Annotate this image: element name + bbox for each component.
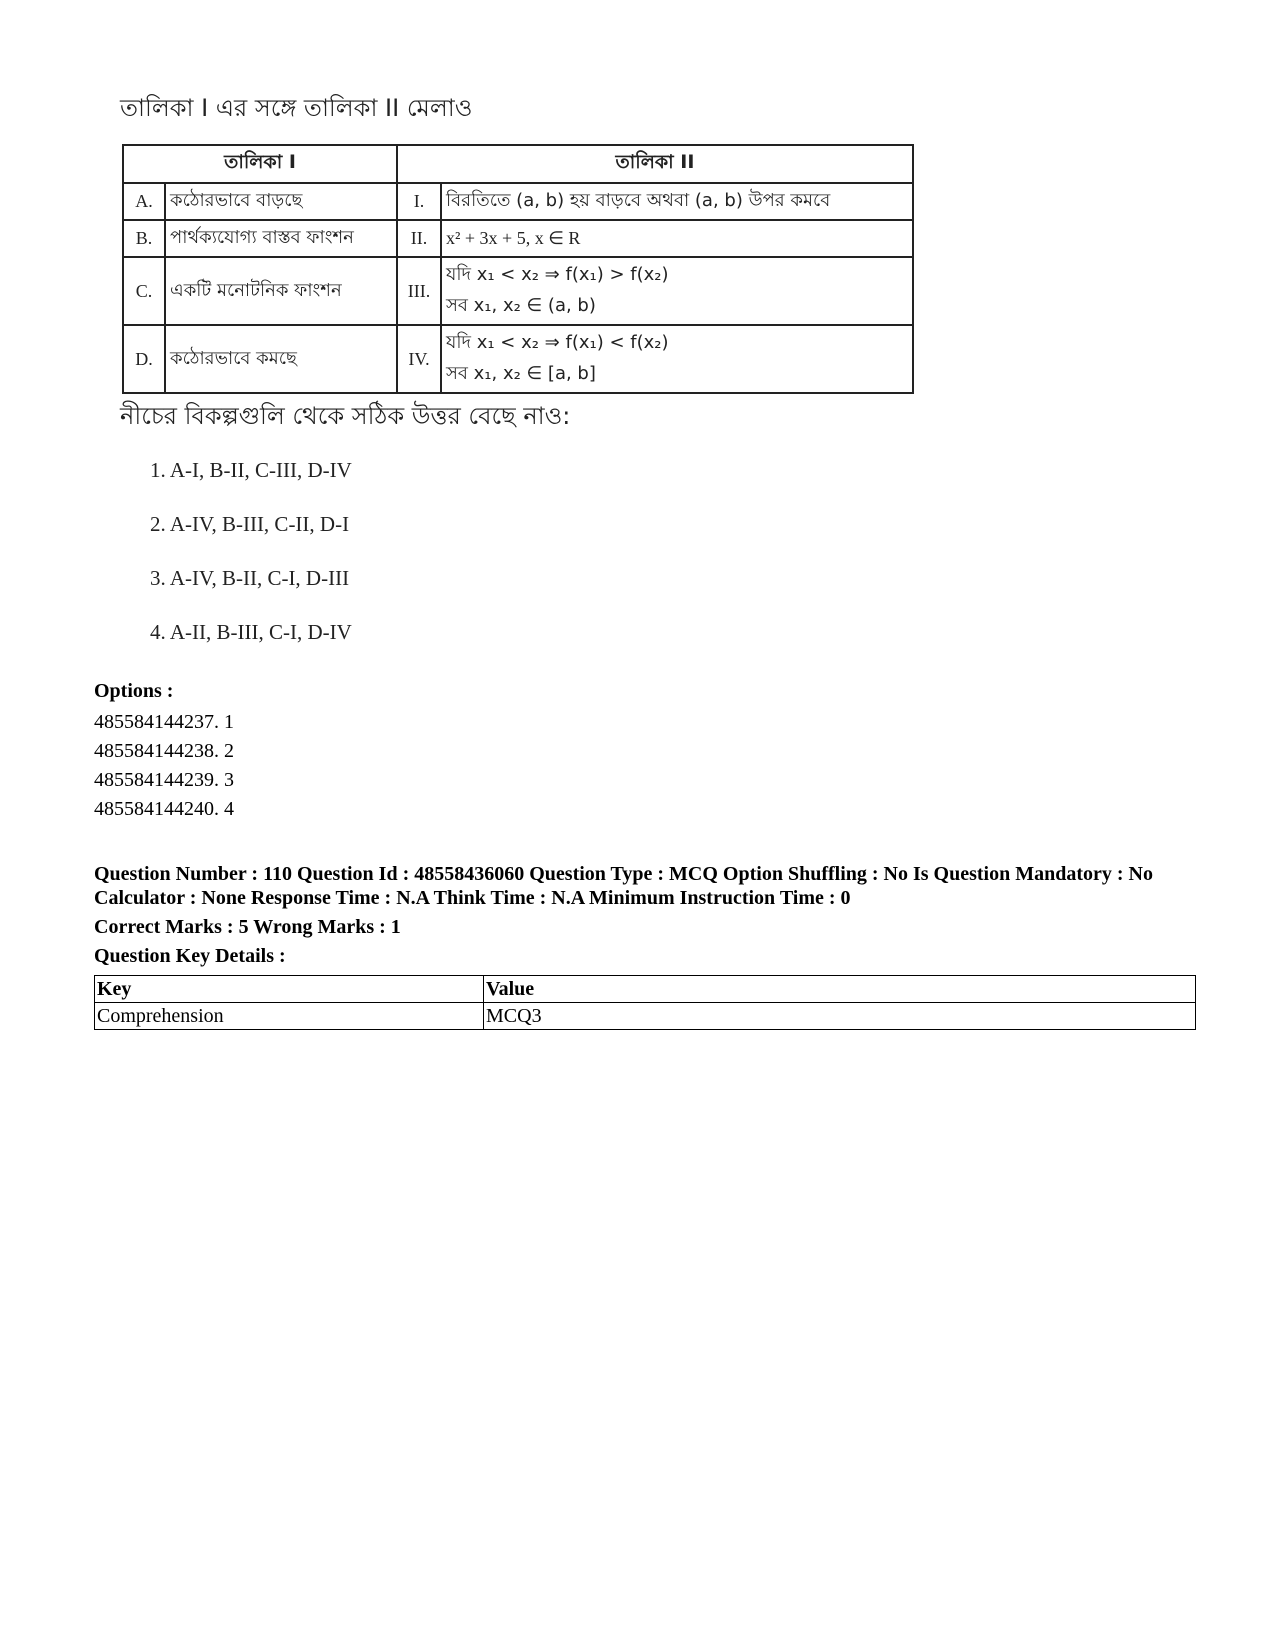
row-match: বিরতিতে (a, b) হয় বাড়বে অথবা (a, b) উপর কমবে [441, 183, 913, 220]
row-label: D. [123, 325, 165, 393]
row-match: x² + 3x + 5, x ∈ R [441, 220, 913, 257]
match-table [122, 144, 914, 394]
row-match: যদি x₁ < x₂ ⇒ f(x₁) > f(x₂) [446, 264, 669, 285]
value-header: Value [484, 976, 1196, 1003]
row-label: B. [123, 220, 165, 257]
row-label: A. [123, 183, 165, 220]
key-details-heading: Question Key Details : [94, 945, 286, 967]
row-match-domain: সব x₁, x₂ ∈ [a, b] [446, 363, 596, 384]
options-heading: Options : [94, 680, 174, 702]
table-row [123, 257, 913, 325]
row-num: IV. [397, 325, 441, 393]
question-instruction: নীচের বিকল্পগুলি থেকে সঠিক উত্তর বেছে নাও: [120, 402, 571, 430]
row-num: II. [397, 220, 441, 257]
row-item: কঠোরভাবে কমছে [165, 325, 397, 393]
row-match-domain: সব x₁, x₂ ∈ (a, b) [446, 295, 596, 316]
match-table-header [123, 145, 913, 183]
choice-item: 1. A-I, B-II, C-III, D-IV [150, 458, 352, 482]
choice-item: 2. A-IV, B-III, C-II, D-I [150, 512, 350, 536]
row-match-cell [441, 257, 913, 325]
header-list-2: তালিকা II [397, 145, 913, 183]
choice-item: 4. A-II, B-III, C-I, D-IV [150, 620, 352, 644]
options-list [94, 708, 234, 824]
row-item: পার্থক্যযোগ্য বাস্তব ফাংশন [165, 220, 397, 257]
answer-choices [150, 458, 352, 674]
row-label: C. [123, 257, 165, 325]
row-item: কঠোরভাবে বাড়ছে [165, 183, 397, 220]
table-row [123, 325, 913, 393]
table-row [123, 220, 913, 257]
row-match: যদি x₁ < x₂ ⇒ f(x₁) < f(x₂) [446, 332, 669, 353]
key-header: Key [95, 976, 484, 1003]
option-item: 485584144240. 4 [94, 798, 234, 820]
option-item: 485584144237. 1 [94, 711, 234, 733]
table-row [123, 183, 913, 220]
key-table [94, 975, 1196, 1030]
option-item: 485584144238. 2 [94, 740, 234, 762]
question-title: তালিকা I এর সঙ্গে তালিকা II মেলাও [120, 94, 473, 122]
header-list-1: তালিকা I [123, 145, 397, 183]
key-cell: Comprehension [95, 1003, 484, 1030]
table-row [95, 1003, 1196, 1030]
row-match-cell [441, 325, 913, 393]
choice-item: 3. A-IV, B-II, C-I, D-III [150, 566, 350, 590]
row-num: I. [397, 183, 441, 220]
key-table-header [95, 976, 1196, 1003]
option-item: 485584144239. 3 [94, 769, 234, 791]
value-cell: MCQ3 [484, 1003, 1196, 1030]
row-num: III. [397, 257, 441, 325]
row-item: একটি মনোটনিক ফাংশন [165, 257, 397, 325]
question-meta: Question Number : 110 Question Id : 48558436060 Question Type : MCQ Option Shuffling : No Is Question Mandatory : No Calculator : None Response Time : N.A Think Time : N.A Minimum Instruction Time : 0 [94, 863, 1153, 909]
question-marks: Correct Marks : 5 Wrong Marks : 1 [94, 916, 401, 938]
